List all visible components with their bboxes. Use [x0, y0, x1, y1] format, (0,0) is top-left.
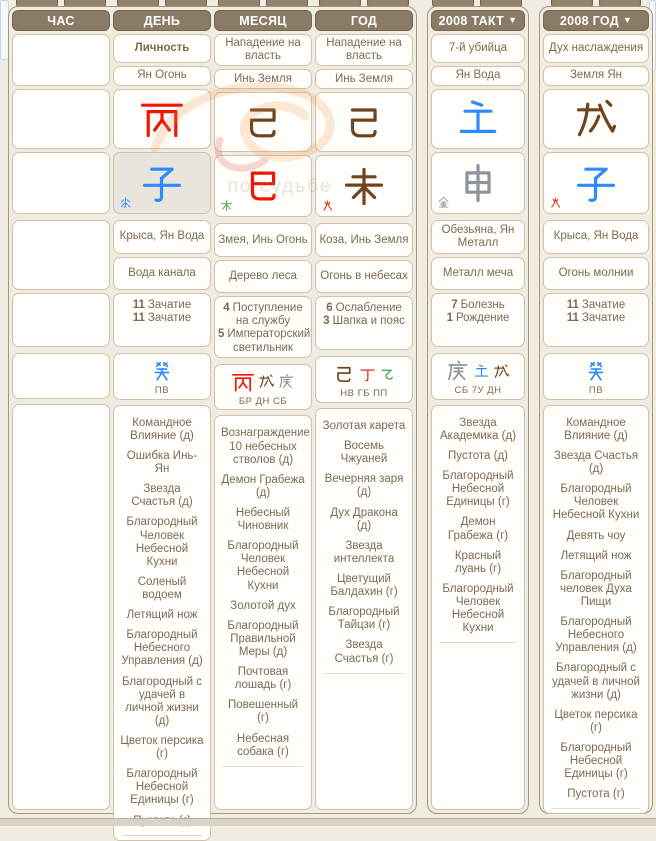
animal-label: Крыса, Ян Вода — [553, 230, 639, 243]
nayin-label: Вода канала — [128, 266, 196, 279]
hour-stage-cell[interactable] — [12, 293, 110, 347]
role-cell[interactable] — [214, 34, 312, 66]
star-item[interactable]: Пустота (д) — [447, 450, 508, 463]
column-header-label: 2008 ГОД — [559, 13, 619, 28]
column-header-2008[interactable] — [543, 10, 649, 31]
stem-cell[interactable] — [431, 89, 525, 149]
element-cell[interactable] — [315, 69, 413, 89]
hidden-stem-character — [379, 366, 396, 383]
hidden-stem-character — [258, 373, 275, 390]
stars-cell[interactable] — [214, 415, 312, 810]
star-item[interactable]: Цветущий Балдахин (г) — [330, 573, 398, 599]
star-item[interactable]: Золотой дух — [230, 599, 296, 612]
stage-line: 4 Поступление на службу — [223, 302, 303, 328]
role-cell[interactable] — [113, 34, 211, 63]
hour-branch-cell[interactable] — [12, 152, 110, 214]
star-list — [116, 410, 208, 836]
hidden-stems-cell[interactable] — [113, 353, 211, 400]
hidden-stem-character — [231, 370, 255, 394]
column-header-label: МЕСЯЦ — [239, 13, 287, 28]
star-item[interactable]: Золотая карета — [322, 420, 406, 433]
nayin-label: Огонь в небесах — [320, 270, 408, 283]
animal-label: Коза, Инь Земля — [319, 233, 409, 246]
stage-cell[interactable] — [431, 293, 525, 347]
stage-cell[interactable] — [315, 296, 413, 350]
branch-character — [455, 160, 501, 206]
stage-line: 6 Ослабление — [326, 302, 402, 315]
year-pillar-group — [539, 6, 653, 814]
animal-label: Обезьяна, Ян Металл — [441, 223, 515, 249]
column-header-day[interactable] — [113, 10, 211, 31]
stars-cell[interactable] — [543, 405, 649, 815]
role-cell[interactable] — [315, 34, 413, 66]
star-item[interactable]: Благородный Человек Небесной Кухни — [442, 582, 514, 635]
star-item[interactable]: Ошибка Инь-Ян — [126, 450, 198, 476]
role-label: Дух наслаждения — [548, 41, 644, 54]
stage-line: 11 Зачатие — [566, 312, 626, 325]
stem-cell[interactable] — [315, 92, 413, 152]
stem-cell[interactable] — [543, 89, 649, 149]
star-item[interactable]: Небесный Чиновник — [235, 507, 291, 533]
hidden-stem-character — [584, 359, 608, 383]
nayin-cell[interactable] — [214, 260, 312, 293]
star-item[interactable]: Дух Дракона (д) — [330, 506, 398, 532]
stage-line: 11 Зачатие — [132, 312, 192, 325]
hour-stars-cell[interactable] — [12, 404, 110, 810]
hidden-stem-labels: ПВ — [588, 385, 604, 396]
hidden-stem-character — [278, 373, 295, 390]
animal-cell[interactable] — [113, 220, 211, 254]
stage-line: 3 Шапка и пояс — [323, 315, 405, 328]
star-list — [546, 410, 646, 810]
hidden-stem-labels: НВ ГБ ПП — [340, 388, 388, 400]
animal-cell[interactable] — [543, 220, 649, 254]
pillar-column-hour — [12, 10, 110, 810]
star-item[interactable]: Соленый водоем — [137, 575, 187, 602]
nayin-element-icon — [549, 196, 562, 209]
role-label: 7-й убийца — [448, 41, 508, 54]
column-header-label: 2008 ТАКТ — [438, 13, 505, 28]
star-item[interactable]: Пустота (г) — [567, 788, 625, 801]
star-item[interactable]: Звезда Счастья (г) — [334, 639, 394, 665]
nayin-label: Огонь молнии — [558, 266, 634, 279]
element-cell[interactable] — [214, 69, 312, 89]
star-item[interactable]: Звезда Счастья (д) — [553, 450, 639, 476]
hidden-stem-character — [446, 359, 470, 383]
star-item[interactable]: Красный луань (г) — [454, 549, 502, 575]
watermark-text: по судьбе — [227, 176, 333, 197]
role-cell[interactable] — [431, 34, 525, 63]
column-header-label: ЧАС — [47, 13, 75, 28]
branch-character — [341, 163, 387, 209]
stage-line: 11 Зачатие — [132, 299, 192, 311]
nayin-cell[interactable] — [543, 257, 649, 290]
element-label: Земля Ян — [569, 69, 623, 82]
hour-role-element-cell[interactable] — [12, 34, 110, 86]
star-item[interactable]: Цветок персика (г) — [554, 708, 638, 734]
star-item[interactable]: Благородный человек Духа Пищи — [560, 569, 632, 609]
stem-character — [240, 99, 286, 145]
role-label: Нападение на власть — [326, 37, 402, 63]
element-cell[interactable] — [543, 66, 649, 86]
branch-cell[interactable] — [113, 152, 211, 214]
animal-cell[interactable] — [431, 220, 525, 254]
role-label: Личность — [134, 41, 190, 54]
star-list — [434, 410, 522, 644]
star-item[interactable]: Цветок персика (г) — [120, 735, 204, 761]
animal-label: Змея, Инь Огонь — [218, 233, 308, 246]
stage-line: 5 Императорский светильник — [218, 328, 311, 354]
animal-label: Крыса, Ян Вода — [119, 230, 205, 243]
branch-character — [139, 160, 185, 206]
element-label: Инь Земля — [234, 72, 292, 85]
star-item[interactable]: Вознаграждение 10 небесных стволов (д) — [221, 427, 310, 466]
star-item[interactable]: Вечерняя заря (д) — [324, 473, 404, 499]
chevron-down-icon: ▼ — [622, 15, 633, 25]
star-item[interactable]: Благородный Небесного Управления (д) — [121, 629, 203, 668]
hidden-stem-character — [332, 362, 356, 386]
star-item[interactable]: Девять чоу — [566, 529, 626, 542]
hidden-stem-character — [150, 359, 174, 383]
pillar-column-takt — [431, 10, 525, 810]
pillar-column-2008 — [543, 10, 649, 810]
stage-cell[interactable] — [113, 293, 211, 347]
element-label: Инь Земля — [335, 72, 393, 85]
star-list — [318, 413, 410, 674]
hidden-stems-cell[interactable] — [431, 353, 525, 400]
star-item[interactable]: Звезда Академика (д) — [439, 416, 517, 442]
hidden-stem-character — [493, 363, 510, 380]
star-item[interactable]: Благородный Правильной Меры (д) — [227, 619, 299, 659]
hidden-stem-labels: СБ 7У ДН — [454, 385, 502, 396]
nayin-element-icon — [437, 196, 450, 209]
stem-cell[interactable] — [214, 92, 312, 152]
branch-cell[interactable] — [214, 155, 312, 217]
branch-cell[interactable] — [315, 155, 413, 217]
column-header-month[interactable] — [214, 10, 312, 31]
chevron-down-icon: ▼ — [508, 15, 518, 25]
column-header-label: ДЕНЬ — [143, 13, 181, 28]
role-label: Нападение на власть — [225, 37, 301, 63]
column-header-hour[interactable] — [12, 10, 110, 31]
nayin-label: Дерево леса — [229, 270, 297, 283]
luck-pillar-group — [427, 6, 529, 814]
star-item[interactable]: Благородный с удачей в личной жизни (д) — [552, 662, 640, 701]
star-item[interactable]: Благородный Небесной Единицы (г) — [560, 742, 632, 781]
stem-character — [455, 96, 501, 142]
pillar-column-month — [214, 10, 312, 810]
star-item[interactable]: Летящий нож — [126, 609, 198, 622]
natal-pillars-group — [8, 6, 417, 814]
star-item[interactable]: Благородный Человек Небесной Кухни — [126, 516, 198, 568]
animal-cell[interactable] — [214, 223, 312, 257]
column-header-year[interactable] — [315, 10, 413, 31]
stem-character — [139, 96, 185, 142]
element-cell[interactable] — [431, 66, 525, 86]
stars-cell[interactable] — [315, 408, 413, 810]
star-item[interactable]: Звезда интеллекта — [333, 539, 395, 565]
nayin-element-icon — [220, 199, 233, 212]
hour-stem-cell[interactable] — [12, 89, 110, 149]
branch-cell[interactable] — [543, 152, 649, 214]
pillar-column-day — [113, 10, 211, 810]
animal-cell[interactable] — [315, 223, 413, 257]
bazi-chart — [8, 6, 653, 814]
branch-character — [240, 163, 286, 209]
stage-line: 1 Рождение — [446, 312, 510, 325]
stem-cell[interactable] — [113, 89, 211, 149]
star-item[interactable]: Благородный с удачей в личной жизни (д) — [121, 675, 203, 727]
star-list — [217, 420, 309, 766]
element-label: Ян Вода — [455, 69, 501, 82]
star-item[interactable]: Благородный Человек Небесной Кухни — [227, 540, 299, 592]
nayin-label: Металл меча — [442, 266, 514, 279]
hidden-stem-character — [473, 363, 490, 380]
star-item[interactable]: Летящий нож — [560, 549, 632, 562]
star-item[interactable]: Звезда Счастья (д) — [131, 483, 193, 509]
stars-cell[interactable] — [431, 405, 525, 810]
branch-cell[interactable] — [431, 152, 525, 214]
pillar-column-year — [315, 10, 413, 810]
hidden-stem-labels: ПВ — [154, 385, 170, 396]
star-item[interactable]: Благородный Небесной Единицы (г) — [126, 768, 198, 807]
star-item[interactable]: Восемь Чжуаней — [340, 440, 388, 466]
star-item[interactable]: Демон Грабежа (г) — [447, 516, 509, 542]
element-cell[interactable] — [113, 66, 211, 86]
nayin-cell[interactable] — [315, 260, 413, 293]
star-item[interactable]: Благородный Человек Небесной Кухни — [552, 483, 640, 522]
star-item[interactable]: Повешенный (г) — [227, 699, 299, 725]
hidden-stems-cell[interactable] — [315, 356, 413, 403]
role-cell[interactable] — [543, 34, 649, 63]
element-label: Ян Огонь — [137, 69, 187, 82]
column-header-takt[interactable] — [431, 10, 525, 31]
star-item[interactable]: Благородный Небесного Управления (д) — [555, 616, 637, 655]
stage-line: 11 Зачатие — [566, 299, 626, 311]
hidden-stems-cell[interactable] — [214, 364, 312, 411]
page-bottom-divider — [0, 818, 656, 826]
star-item[interactable]: Командное Влияние (д) — [130, 416, 194, 442]
hidden-stems-cell[interactable] — [543, 353, 649, 400]
star-item[interactable]: Демон Грабежа (д) — [221, 473, 305, 499]
branch-character — [573, 160, 619, 206]
star-item[interactable]: Благородный Небесной Единицы (г) — [442, 470, 514, 509]
stage-cell[interactable] — [214, 296, 312, 357]
stage-cell[interactable] — [543, 293, 649, 347]
nayin-element-icon — [321, 199, 334, 212]
star-item[interactable]: Благородный Тайцзи (г) — [328, 606, 400, 632]
nayin-cell[interactable] — [113, 257, 211, 290]
hour-hidden-stems-cell[interactable] — [12, 353, 110, 399]
hidden-stem-character — [359, 366, 376, 383]
star-item[interactable]: Почтовая лошадь (г) — [234, 666, 292, 692]
hidden-stem-labels: БР ДН СБ — [238, 395, 288, 407]
star-item[interactable]: Командное Влияние (д) — [564, 416, 628, 442]
stem-character — [573, 96, 619, 142]
stars-cell[interactable] — [113, 405, 211, 841]
stem-character — [341, 99, 387, 145]
stage-line: 7 Болезнь — [451, 299, 505, 311]
nayin-element-icon — [119, 196, 132, 209]
hour-animal-nayin-cell[interactable] — [12, 220, 110, 290]
star-item[interactable]: Небесная собака (г) — [236, 732, 290, 758]
nayin-cell[interactable] — [431, 257, 525, 290]
column-header-label: ГОД — [350, 13, 378, 28]
